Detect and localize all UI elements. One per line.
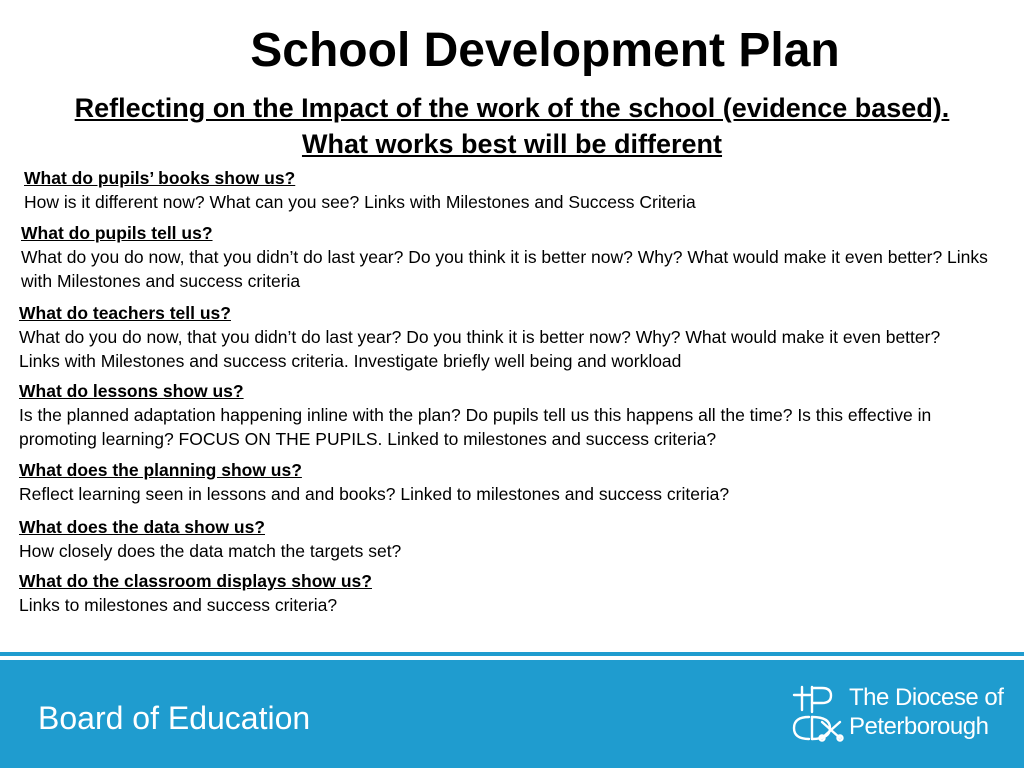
section-heading: What does the data show us? <box>19 517 265 537</box>
section-heading: What do lessons show us? <box>19 381 244 401</box>
section-heading: What do pupils tell us? <box>21 223 213 243</box>
diocese-line-2: Peterborough <box>849 713 989 740</box>
page-subtitle <box>0 90 1024 162</box>
section-text: Links to milestones and success criteria? <box>19 595 338 615</box>
section-text: How is it different now? What can you see? Links with Milestones and Success Criteria <box>24 192 696 212</box>
section-pupils-tell <box>21 221 1016 293</box>
section-teachers-tell <box>19 301 969 373</box>
section-displays <box>19 569 979 617</box>
board-of-education-label: Board of Education <box>38 700 311 736</box>
section-heading: What do teachers tell us? <box>19 303 231 323</box>
diocese-name <box>849 683 1003 741</box>
section-text: Reflect learning seen in lessons and and books? Linked to milestones and success criteria? <box>19 484 730 504</box>
section-text: How closely does the data match the targets set? <box>19 541 402 561</box>
section-heading: What does the planning show us? <box>19 460 302 480</box>
section-heading: What do the classroom displays show us? <box>19 571 372 591</box>
section-text: What do you do now, that you didn’t do last year? Do you think it is better now? Why? What would make it even better? Links with Milestones and success criteria <box>21 247 988 291</box>
diocese-line-1: The Diocese of <box>849 684 1004 711</box>
footer-divider <box>0 652 1024 656</box>
section-pupils-books <box>24 166 1014 214</box>
subtitle-line-1: Reflecting on the Impact of the work of the school (evidence based). <box>74 93 950 123</box>
page-title: School Development Plan <box>250 24 840 77</box>
section-data <box>19 515 979 563</box>
section-heading: What do pupils’ books show us? <box>24 168 296 188</box>
section-text: What do you do now, that you didn’t do last year? Do you think it is better now? Why? What would make it even better? Links with Milestones and success criteria. Investigate briefly well being and workload <box>19 327 941 371</box>
section-lessons <box>19 379 969 451</box>
section-planning <box>19 458 979 506</box>
section-text: Is the planned adaptation happening inline with the plan? Do pupils tell us this happens all the time? Is this effective in promoting learning? FOCUS ON THE PUPILS. Linked to milestones and success criteria? <box>19 405 932 449</box>
subtitle-line-2: What works best will be different <box>301 129 723 159</box>
diocese-logo-icon <box>788 684 844 749</box>
